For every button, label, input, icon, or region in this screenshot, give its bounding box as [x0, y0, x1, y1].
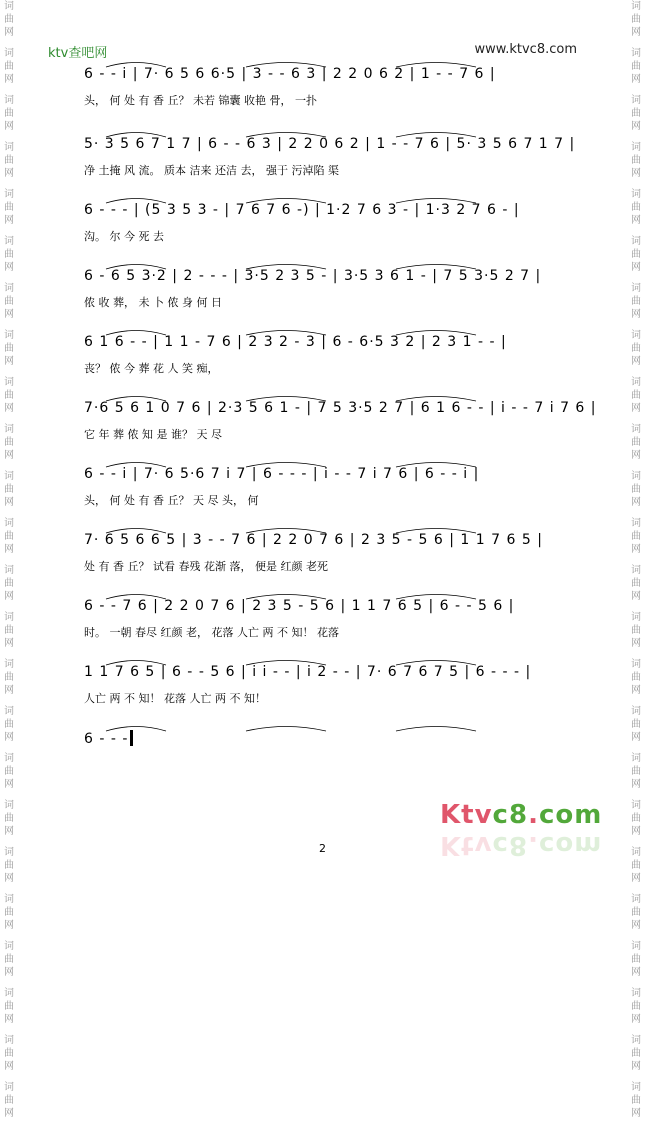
watermark-char: 词	[4, 894, 14, 905]
watermark-char: 曲	[4, 390, 14, 401]
watermark-gap	[2, 791, 16, 799]
brand-label: ktv查吧网	[48, 46, 108, 61]
watermark-char: 曲	[631, 108, 641, 119]
watermark-gap	[2, 274, 16, 282]
watermark-char: 网	[631, 74, 641, 85]
watermark-char: 网	[631, 873, 641, 884]
lyric-line: 时。 一朝 春尽 红颜 老， 花落 人亡 两 不 知！ 花落	[84, 626, 339, 639]
watermark-gap	[629, 1120, 643, 1128]
watermark-char: 网	[4, 826, 14, 837]
watermark-char: 词	[631, 941, 641, 952]
watermark-char: 网	[4, 638, 14, 649]
watermark-char: 词	[4, 142, 14, 153]
watermark-char: 网	[631, 920, 641, 931]
watermark-char: 曲	[631, 61, 641, 72]
watermark-gap	[629, 744, 643, 752]
watermark-char: 曲	[4, 249, 14, 260]
watermark-char: 网	[631, 450, 641, 461]
watermark-char: 词	[4, 1, 14, 12]
watermark-char: 网	[4, 168, 14, 179]
watermark-char: 网	[4, 450, 14, 461]
watermark-char: 网	[4, 215, 14, 226]
watermark-char: 曲	[4, 14, 14, 25]
notation-line: 1 1 7 6 5 | 6 - - 5 6 | i i - - | i 2 - - | 7· 6 7 6 7 5 | 6 - - - |	[84, 664, 532, 680]
site-url: www.ktvc8.com	[474, 42, 577, 57]
right-watermark-strip	[629, 0, 643, 1119]
watermark-char: 曲	[631, 343, 641, 354]
watermark-char: 网	[4, 74, 14, 85]
watermark-char: 曲	[631, 437, 641, 448]
watermark-char: 曲	[631, 14, 641, 25]
watermark-char: 网	[631, 1061, 641, 1072]
lyric-line: 侬 收 葬， 未 卜 侬 身 何 日	[84, 296, 222, 309]
watermark-char: 网	[4, 497, 14, 508]
watermark-gap	[629, 650, 643, 658]
notation-line: 6 - - -	[84, 730, 574, 748]
watermark-char: 网	[631, 732, 641, 743]
watermark-char: 网	[4, 967, 14, 978]
watermark-char: 网	[631, 403, 641, 414]
watermark-char: 曲	[4, 343, 14, 354]
watermark-char: 网	[4, 403, 14, 414]
watermark-gap	[629, 556, 643, 564]
watermark-char: 网	[4, 920, 14, 931]
watermark-char: 曲	[631, 766, 641, 777]
watermark-char: 词	[4, 236, 14, 247]
watermark-gap	[2, 744, 16, 752]
notation-line: 5· 3 5 6 7 1 7 | 6 - - 6 3 | 2 2 0 6 2 | 1 - - 7 6 | 5· 3 5 6 7 1 7 |	[84, 136, 576, 152]
watermark-char: 词	[631, 424, 641, 435]
watermark-char: 网	[631, 262, 641, 273]
notation-line: 6 - 6 5 3·2 | 2 - - - | 3·5 2 3 5 - | 3·5 3 6 1 - | 7 5 3·5 2 7 |	[84, 268, 542, 284]
watermark-gap	[629, 791, 643, 799]
watermark-gap	[629, 509, 643, 517]
watermark-char: 词	[631, 1082, 641, 1093]
watermark-gap	[2, 415, 16, 423]
watermark-char: 曲	[4, 625, 14, 636]
watermark-char: 词	[631, 753, 641, 764]
watermark-char: 词	[4, 424, 14, 435]
notation-line: 7·6 5 6 1 0 7 6 | 2·3 5 6 1 - | 7 5 3·5 2 7 | 6 1 6 - - | i - - 7 i 7 6 |	[84, 400, 597, 416]
watermark-char: 词	[4, 189, 14, 200]
watermark-char: 词	[4, 706, 14, 717]
notation-line: 6 - - i | 7· 6 5·6 7 i 7 | 6 - - - | i - - 7 i 7 6 | 6 - - i |	[84, 466, 480, 482]
watermark-char: 词	[631, 706, 641, 717]
watermark-char: 曲	[4, 813, 14, 824]
watermark-char: 曲	[631, 954, 641, 965]
watermark-gap	[2, 1073, 16, 1081]
watermark-char: 网	[631, 309, 641, 320]
watermark-char: 网	[631, 356, 641, 367]
watermark-gap	[2, 697, 16, 705]
watermark-char: 网	[4, 121, 14, 132]
watermark-char: 网	[4, 544, 14, 555]
watermark-gap	[2, 368, 16, 376]
watermark-char: 曲	[631, 1048, 641, 1059]
watermark-char: 词	[4, 48, 14, 59]
watermark-gap	[629, 227, 643, 235]
watermark-char: 曲	[4, 61, 14, 72]
watermark-gap	[629, 603, 643, 611]
watermark-char: 词	[631, 988, 641, 999]
watermark-char: 词	[631, 518, 641, 529]
watermark-gap	[2, 556, 16, 564]
watermark-char: 网	[631, 638, 641, 649]
watermark-char: 词	[4, 283, 14, 294]
watermark-gap	[2, 509, 16, 517]
watermark-char: 网	[4, 779, 14, 790]
watermark-char: 词	[631, 471, 641, 482]
watermark-char: 曲	[631, 907, 641, 918]
watermark-char: 网	[4, 1014, 14, 1025]
watermark-char: 网	[631, 826, 641, 837]
watermark-char: 词	[4, 988, 14, 999]
watermark-char: 网	[631, 1014, 641, 1025]
watermark-char: 词	[631, 1035, 641, 1046]
watermark-char: 曲	[4, 531, 14, 542]
watermark-char: 网	[631, 685, 641, 696]
watermark-gap	[2, 885, 16, 893]
watermark-gap	[2, 227, 16, 235]
lyric-line: 头， 何 处 有 香 丘？ 天 尽 头， 何	[84, 494, 259, 507]
watermark-char: 网	[631, 215, 641, 226]
watermark-gap	[629, 415, 643, 423]
lyric-line: 丧？ 侬 今 葬 花 人 笑 痴，	[84, 362, 219, 375]
notation-line: 6 - - 7 6 | 2 2 0 7 6 | 2 3 5 - 5 6 | 1 1 7 6 5 | 6 - - 5 6 |	[84, 598, 515, 614]
watermark-char: 曲	[631, 672, 641, 683]
lyric-line	[84, 756, 574, 770]
watermark-char: 网	[631, 121, 641, 132]
watermark-gap	[2, 1026, 16, 1034]
watermark-char: 词	[631, 565, 641, 576]
watermark-char: 曲	[4, 108, 14, 119]
watermark-char: 网	[4, 732, 14, 743]
watermark-gap	[629, 1026, 643, 1034]
watermark-char: 词	[4, 659, 14, 670]
watermark-char: 词	[631, 330, 641, 341]
watermark-char: 词	[631, 377, 641, 388]
watermark-gap	[2, 39, 16, 47]
watermark-char: 网	[4, 27, 14, 38]
watermark-char: 曲	[631, 249, 641, 260]
ktvc8-logo: Ktvc8.com	[440, 800, 603, 830]
watermark-gap	[2, 180, 16, 188]
notation-line: 6 1 6 - - | 1 1 - 7 6 | 2 3 2 - 3 | 6 - 6·5 3 2 | 2 3 1 - - |	[84, 334, 507, 350]
watermark-char: 网	[631, 168, 641, 179]
watermark-char: 曲	[631, 484, 641, 495]
watermark-char: 曲	[631, 1001, 641, 1012]
watermark-char: 词	[4, 1082, 14, 1093]
watermark-char: 网	[4, 685, 14, 696]
watermark-gap	[2, 462, 16, 470]
watermark-char: 词	[631, 1, 641, 12]
watermark-char: 词	[4, 377, 14, 388]
watermark-char: 曲	[631, 531, 641, 542]
watermark-gap	[2, 133, 16, 141]
watermark-char: 曲	[4, 202, 14, 213]
watermark-char: 曲	[4, 907, 14, 918]
watermark-char: 曲	[4, 860, 14, 871]
watermark-char: 网	[4, 356, 14, 367]
watermark-char: 词	[631, 48, 641, 59]
watermark-gap	[629, 133, 643, 141]
watermark-gap	[629, 39, 643, 47]
watermark-char: 曲	[631, 813, 641, 824]
watermark-char: 网	[631, 497, 641, 508]
watermark-char: 词	[631, 847, 641, 858]
watermark-char: 曲	[631, 390, 641, 401]
watermark-char: 词	[631, 95, 641, 106]
watermark-char: 网	[4, 873, 14, 884]
page-number: 2	[319, 842, 326, 855]
watermark-char: 曲	[631, 578, 641, 589]
watermark-char: 曲	[631, 719, 641, 730]
watermark-char: 网	[631, 591, 641, 602]
watermark-gap	[629, 885, 643, 893]
watermark-gap	[629, 274, 643, 282]
watermark-char: 曲	[4, 1095, 14, 1106]
watermark-gap	[629, 321, 643, 329]
watermark-char: 词	[631, 800, 641, 811]
watermark-char: 网	[631, 779, 641, 790]
watermark-gap	[629, 462, 643, 470]
watermark-char: 词	[4, 518, 14, 529]
watermark-char: 词	[631, 236, 641, 247]
watermark-char: 曲	[4, 766, 14, 777]
lyric-line: 头， 何 处 有 香 丘？ 未若 锦囊 收艳 骨， 一扑	[84, 94, 317, 107]
lyric-line: 人亡 两 不 知！ 花落 人亡 两 不 知！	[84, 692, 266, 705]
watermark-char: 词	[4, 800, 14, 811]
watermark-char: 词	[631, 189, 641, 200]
notation-line: 6 - - - | (5 3 5 3 - | 7 6 7 6 -) | 1·2 7 6 3 - | 1·3 2 7 6 - |	[84, 202, 520, 218]
watermark-gap	[629, 86, 643, 94]
watermark-gap	[629, 979, 643, 987]
watermark-char: 曲	[631, 155, 641, 166]
watermark-char: 词	[4, 95, 14, 106]
watermark-char: 曲	[4, 578, 14, 589]
left-watermark-strip	[2, 0, 16, 1119]
watermark-char: 词	[631, 612, 641, 623]
ktvc8-logo-reflection: Ktvc8.com	[440, 830, 603, 860]
watermark-char: 曲	[631, 296, 641, 307]
watermark-char: 曲	[4, 1001, 14, 1012]
watermark-char: 词	[4, 565, 14, 576]
watermark-char: 曲	[4, 1048, 14, 1059]
watermark-char: 词	[4, 1035, 14, 1046]
watermark-gap	[2, 932, 16, 940]
watermark-char: 曲	[4, 484, 14, 495]
watermark-char: 词	[4, 330, 14, 341]
watermark-char: 词	[4, 612, 14, 623]
watermark-char: 词	[4, 753, 14, 764]
watermark-char: 词	[631, 659, 641, 670]
watermark-char: 曲	[4, 296, 14, 307]
watermark-char: 曲	[4, 437, 14, 448]
watermark-char: 词	[631, 894, 641, 905]
watermark-gap	[629, 1073, 643, 1081]
watermark-char: 曲	[631, 202, 641, 213]
lyric-line: 净 土掩 风 流。 质本 洁来 还洁 去， 强于 污淖陷 渠	[84, 164, 339, 177]
watermark-char: 网	[4, 262, 14, 273]
watermark-char: 曲	[631, 1095, 641, 1106]
watermark-char: 网	[631, 27, 641, 38]
watermark-gap	[629, 180, 643, 188]
watermark-gap	[629, 697, 643, 705]
watermark-char: 词	[4, 847, 14, 858]
final-barline	[130, 730, 133, 746]
watermark-gap	[2, 650, 16, 658]
watermark-gap	[2, 321, 16, 329]
watermark-gap	[2, 86, 16, 94]
watermark-gap	[2, 603, 16, 611]
watermark-char: 网	[4, 591, 14, 602]
watermark-char: 词	[631, 142, 641, 153]
watermark-gap	[2, 979, 16, 987]
watermark-char: 曲	[4, 672, 14, 683]
watermark-char: 网	[4, 309, 14, 320]
lyric-line: 它 年 葬 侬 知 是 谁？ 天 尽	[84, 428, 222, 441]
watermark-char: 词	[4, 471, 14, 482]
notation-line: 7· 6 5 6 6 5 | 3 - - 7 6 | 2 2 0 7 6 | 2 3 5 - 5 6 | 1 1 7 6 5 |	[84, 532, 543, 548]
watermark-char: 曲	[4, 155, 14, 166]
watermark-gap	[629, 368, 643, 376]
watermark-gap	[629, 932, 643, 940]
notation-line: 6 - - i | 7· 6 5 6 6·5 | 3 - - 6 3 | 2 2 0 6 2 | 1 - - 7 6 |	[84, 66, 496, 82]
watermark-char: 词	[4, 941, 14, 952]
watermark-char: 曲	[4, 954, 14, 965]
watermark-char: 网	[631, 544, 641, 555]
watermark-char: 网	[4, 1061, 14, 1072]
watermark-char: 网	[4, 1108, 14, 1119]
watermark-char: 网	[631, 1108, 641, 1119]
watermark-gap	[2, 1120, 16, 1128]
lyric-line: 处 有 香 丘？ 试看 春残 花渐 落， 便是 红颜 老死	[84, 560, 328, 573]
watermark-char: 曲	[631, 860, 641, 871]
watermark-char: 曲	[4, 719, 14, 730]
watermark-char: 词	[631, 283, 641, 294]
watermark-char: 曲	[631, 625, 641, 636]
watermark-char: 网	[631, 967, 641, 978]
lyric-line: 沟。 尔 今 死 去	[84, 230, 164, 243]
